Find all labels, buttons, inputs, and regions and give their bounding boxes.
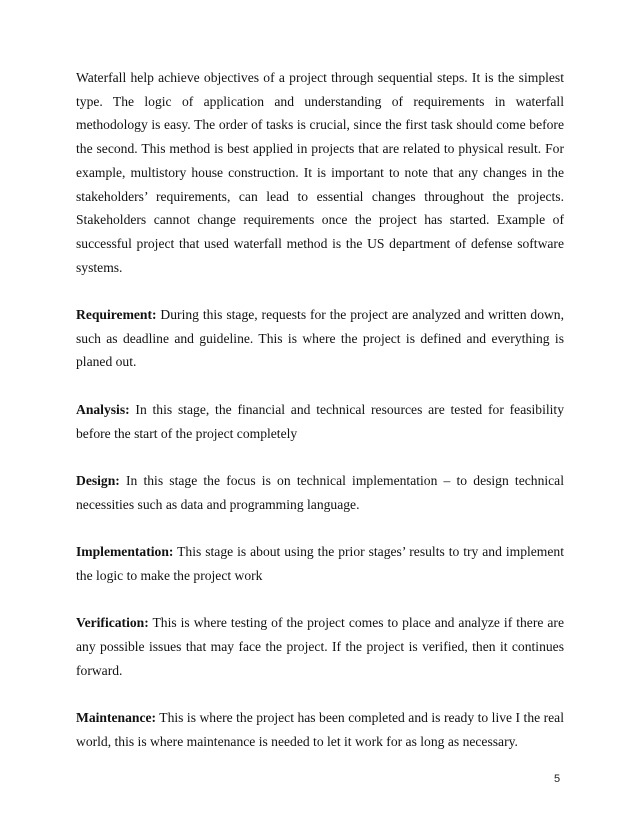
paragraph-spacer <box>76 516 564 540</box>
stage-description: This is where testing of the project comes to place and analyze if there are any possible issues that may face the project. If the project is verified, then it continues forward. <box>76 615 564 678</box>
stage-requirement <box>76 303 564 374</box>
stage-term: Verification: <box>76 615 149 631</box>
stage-implementation <box>76 540 564 587</box>
stage-description: During this stage, requests for the project are analyzed and written down, such as deadline and guideline. This is where the project is defined and everything is planed out. <box>76 307 564 370</box>
stage-description: In this stage the focus is on technical implementation – to design technical necessities such as data and programming language. <box>76 472 564 512</box>
stage-description: This stage is about using the prior stages’ results to try and implement the logic to make the project work <box>76 544 564 583</box>
stage-analysis <box>76 398 564 445</box>
paragraph-spacer <box>76 682 564 706</box>
intro-paragraph: Waterfall help achieve objectives of a project through sequential steps. It is the simplest type. The logic of application and understanding of requirements in waterfall methodology is easy. The order of tasks is crucial, since the first task should come before the second. This method is best applied in projects that are related to physical result. For example, multistory house construction. It is important to note that any changes in the stakeholders’ requirements, can lead to essential changes throughout the projects. Stakeholders cannot change requirements once the project has started. Example of successful project that used waterfall method is the US department of defense software systems. <box>76 70 564 275</box>
paragraph-spacer <box>76 374 564 398</box>
paragraph-spacer <box>76 587 564 611</box>
paragraph-spacer <box>76 445 564 469</box>
stage-term: Requirement: <box>76 307 157 323</box>
page-content <box>76 66 564 753</box>
page-number: 5 <box>554 773 561 785</box>
stage-term: Analysis: <box>76 401 130 417</box>
stage-description: In this stage, the financial and technical resources are tested for feasibility before the start of the project completely <box>76 401 564 441</box>
stage-term: Maintenance: <box>76 709 157 725</box>
stage-design <box>76 469 564 516</box>
stage-description: This is where the project has been completed and is ready to live I the real world, this is where maintenance is needed to let it work for as long as necessary. <box>76 709 564 749</box>
stage-maintenance <box>76 706 564 753</box>
paragraph-spacer <box>76 279 564 303</box>
stage-verification <box>76 611 564 682</box>
stage-term: Design: <box>76 472 120 488</box>
stage-term: Implementation: <box>76 544 174 559</box>
